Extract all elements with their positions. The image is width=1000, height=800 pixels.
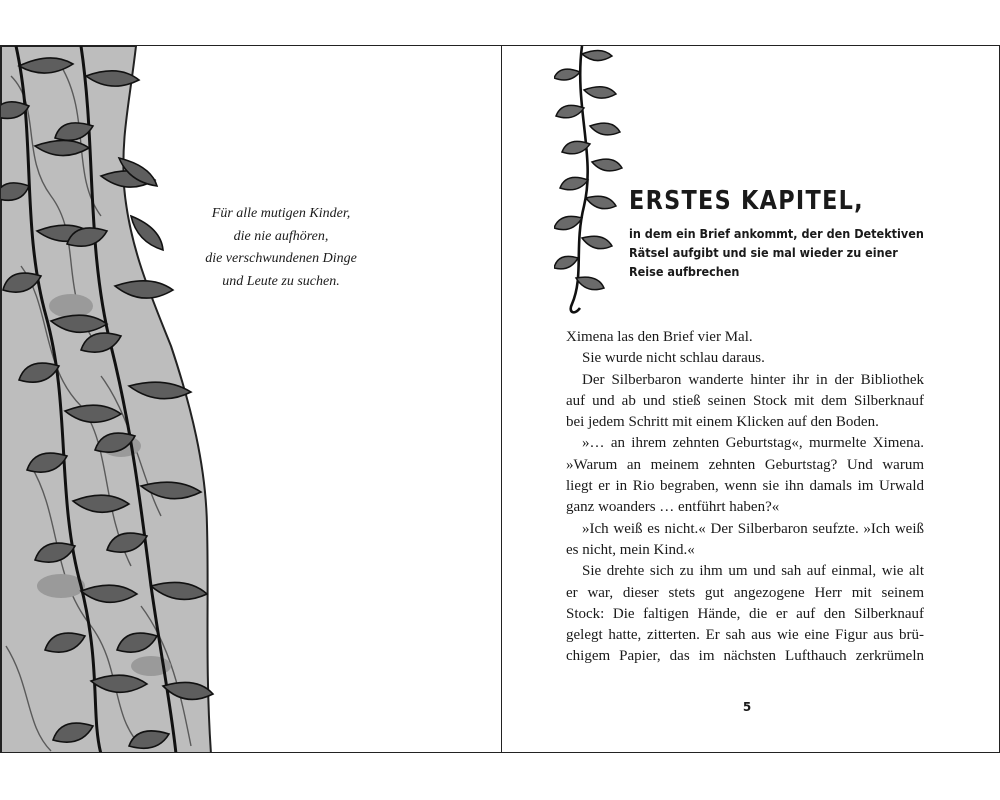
body-line: Der Silberbaron wanderte hinter ihr in der Bibliothek — [582, 371, 924, 388]
body-line: »Ich weiß es nicht.« Der Silberbaron seufzte. »Ich weiß — [582, 520, 924, 537]
left-page — [0, 45, 502, 753]
body-line: liegt er in Rio begraben, wenn sie ihn damals im Urwald — [566, 478, 924, 495]
body-line: es nicht, mein Kind.« — [566, 541, 695, 558]
body-line: Sie drehte sich zu ihm um und sah auf einmal, wie alt — [582, 563, 924, 580]
body-line: »… an ihrem zehnten Geburtstag«, murmelte Ximena. — [582, 435, 924, 452]
dedication-line: und Leute zu suchen. — [222, 273, 340, 289]
body-line: bei jedem Schritt mit einem Klicken auf den Boden. — [566, 414, 879, 431]
right-page — [501, 45, 1000, 753]
chapter-title: ERSTES KAPITEL, — [629, 186, 864, 216]
body-line: ganz woanders … entführt haben?« — [566, 499, 780, 516]
body-text — [566, 327, 924, 668]
vine-illustration — [1, 46, 241, 753]
dedication — [191, 203, 371, 293]
chapter-subtitle-line: Reise aufbrechen — [629, 264, 740, 279]
body-line: auf und ab und stieß seinen Stock mit dem Silberknauf — [566, 392, 924, 409]
body-line: er war, dieser stets gut angezogene Herr mit seinem — [566, 584, 924, 601]
body-line: Ximena las den Brief vier Mal. — [566, 329, 753, 345]
hanging-vine-illustration — [554, 46, 624, 316]
dedication-line: Für alle mutigen Kinder, — [211, 206, 351, 221]
body-line: gelegt hatte, zitterten. Er sah aus wie eine Figur aus brü- — [566, 627, 924, 644]
body-line: »Warum an meinem zehnten Geburtstag? Und warum — [566, 456, 924, 473]
body-line: Stock: Die faltigen Hände, die er auf den Silberknauf — [566, 605, 924, 622]
chapter-subtitle — [629, 224, 926, 281]
dedication-line: die nie aufhören, — [233, 228, 329, 244]
page-number: 5 — [742, 700, 752, 714]
dedication-line: die verschwundenen Dinge — [205, 251, 357, 266]
body-line: chigem Papier, das im nächsten Lufthauch zerkrümeln — [566, 648, 924, 665]
chapter-subtitle-line: Rätsel aufgibt und sie mal wieder zu einer — [629, 245, 898, 260]
chapter-subtitle-line: in dem ein Brief ankommt, der den Detektiven — [629, 226, 924, 241]
body-line: Sie wurde nicht schlau daraus. — [582, 350, 765, 367]
